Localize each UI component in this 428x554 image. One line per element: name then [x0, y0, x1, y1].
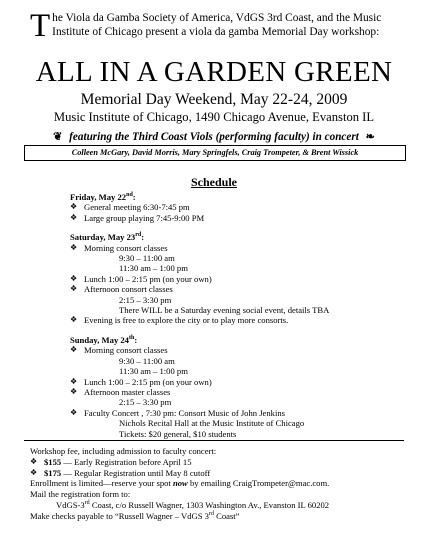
- diamond-bullet-icon: ❖: [70, 386, 78, 396]
- list-subitem: 11:30 am – 1:00 pm: [119, 366, 188, 377]
- check-payable-note: Make checks payable to “Russell Wagner – VdGS 3rd Coast”: [30, 510, 240, 521]
- day-heading-saturday: Saturday, May 23rd:: [70, 232, 145, 243]
- featuring-line: [0, 130, 428, 143]
- diamond-bullet-icon: ❖: [70, 284, 78, 294]
- diamond-bullet-icon: ❖: [70, 273, 78, 283]
- day-heading-friday: Friday, May 22nd:: [70, 192, 136, 202]
- list-subitem: 2:15 – 3:30 pm: [119, 294, 172, 305]
- list-subitem: There WILL be a Saturday evening social event, details TBA: [119, 305, 330, 316]
- intro-paragraph: [30, 8, 400, 44]
- list-item: ❖ General meeting 6:30-7:45 pm: [70, 202, 190, 213]
- floral-ornament-right-icon: ❧: [365, 131, 375, 143]
- list-item: ❖ Faculty Concert , 7:30 pm: Consort Music of John Jenkins: [70, 407, 285, 418]
- list-item: ❖ Afternoon master classes: [70, 386, 171, 397]
- drop-cap: T: [30, 8, 51, 44]
- day-heading-sunday: Sunday, May 24th:: [70, 334, 138, 345]
- list-subitem: 9:30 – 11:00 am: [119, 355, 175, 366]
- list-subitem: 11:30 am – 1:00 pm: [119, 263, 188, 274]
- fee-regular: ❖ $175 — Regular Registration until May 8 cutoff: [30, 467, 211, 478]
- list-subitem: 2:15 – 3:30 pm: [119, 397, 172, 408]
- registration-info: [30, 446, 410, 522]
- diamond-bullet-icon: ❖: [70, 242, 78, 252]
- event-venue: Music Institute of Chicago, 1490 Chicago Avenue, Evanston IL: [53, 110, 375, 124]
- list-item: ❖ Morning consort classes: [70, 345, 168, 356]
- list-item: ❖ Large group playing 7:45-9:00 PM: [70, 212, 205, 223]
- list-subitem: 9:30 – 11:00 am: [119, 253, 175, 264]
- diamond-bullet-icon: ❖: [70, 376, 78, 386]
- diamond-bullet-icon: ❖: [70, 315, 78, 325]
- diamond-bullet-icon: ❖: [70, 202, 78, 212]
- list-subitem: Nichols Recital Hall at the Music Institute of Chicago: [119, 418, 305, 429]
- page-title: ALL IN A GARDEN GREEN: [35, 56, 393, 88]
- schedule-heading: Schedule: [190, 175, 237, 189]
- mailing-address: VdGS-3rd Coast, c/o Russell Wagner, 1303 Washington Av., Evanston IL 60202: [56, 499, 330, 510]
- list-item: ❖ Evening is free to explore the city or to play more consorts.: [70, 315, 289, 326]
- list-subitem: Tickets: $20 general, $10 students: [119, 428, 237, 439]
- fee-early: ❖ $155 — Early Registration before April 15: [30, 456, 192, 467]
- diamond-bullet-icon: ❖: [30, 467, 38, 477]
- list-item: ❖ Lunch 1:00 – 2:15 pm (on your own): [70, 273, 212, 284]
- diamond-bullet-icon: ❖: [70, 212, 78, 222]
- featuring-text: featuring the Third Coast Viols (performing faculty) in concert: [69, 131, 359, 143]
- list-item: ❖ Lunch 1:00 – 2:15 pm (on your own): [70, 376, 212, 387]
- diamond-bullet-icon: ❖: [70, 345, 78, 355]
- diamond-bullet-icon: ❖: [70, 407, 78, 417]
- mail-instructions: Mail the registration form to:: [30, 489, 131, 500]
- event-dates: Memorial Day Weekend, May 22-24, 2009: [80, 91, 348, 108]
- enrollment-note: Enrollment is limited—reserve your spot now by emailing CraigTrompeter@mac.com.: [30, 478, 330, 489]
- list-item: ❖ Afternoon consort classes: [70, 284, 173, 295]
- schedule: [70, 192, 400, 439]
- divider: [24, 440, 404, 441]
- faculty-list: Colleen McGary, David Morris, Mary Springfels, Craig Trompeter, & Brent Wissick: [24, 145, 406, 161]
- diamond-bullet-icon: ❖: [30, 456, 38, 466]
- intro-text: he Viola da Gamba Society of America, VdGS 3rd Coast, and the Music Institute of Chicago present a viola da gamba Memorial Day workshop:: [52, 12, 382, 38]
- fee-intro: Workshop fee, including admission to faculty concert:: [30, 446, 217, 456]
- floral-ornament-left-icon: ❦: [53, 131, 63, 143]
- list-item: ❖ Morning consort classes: [70, 242, 168, 253]
